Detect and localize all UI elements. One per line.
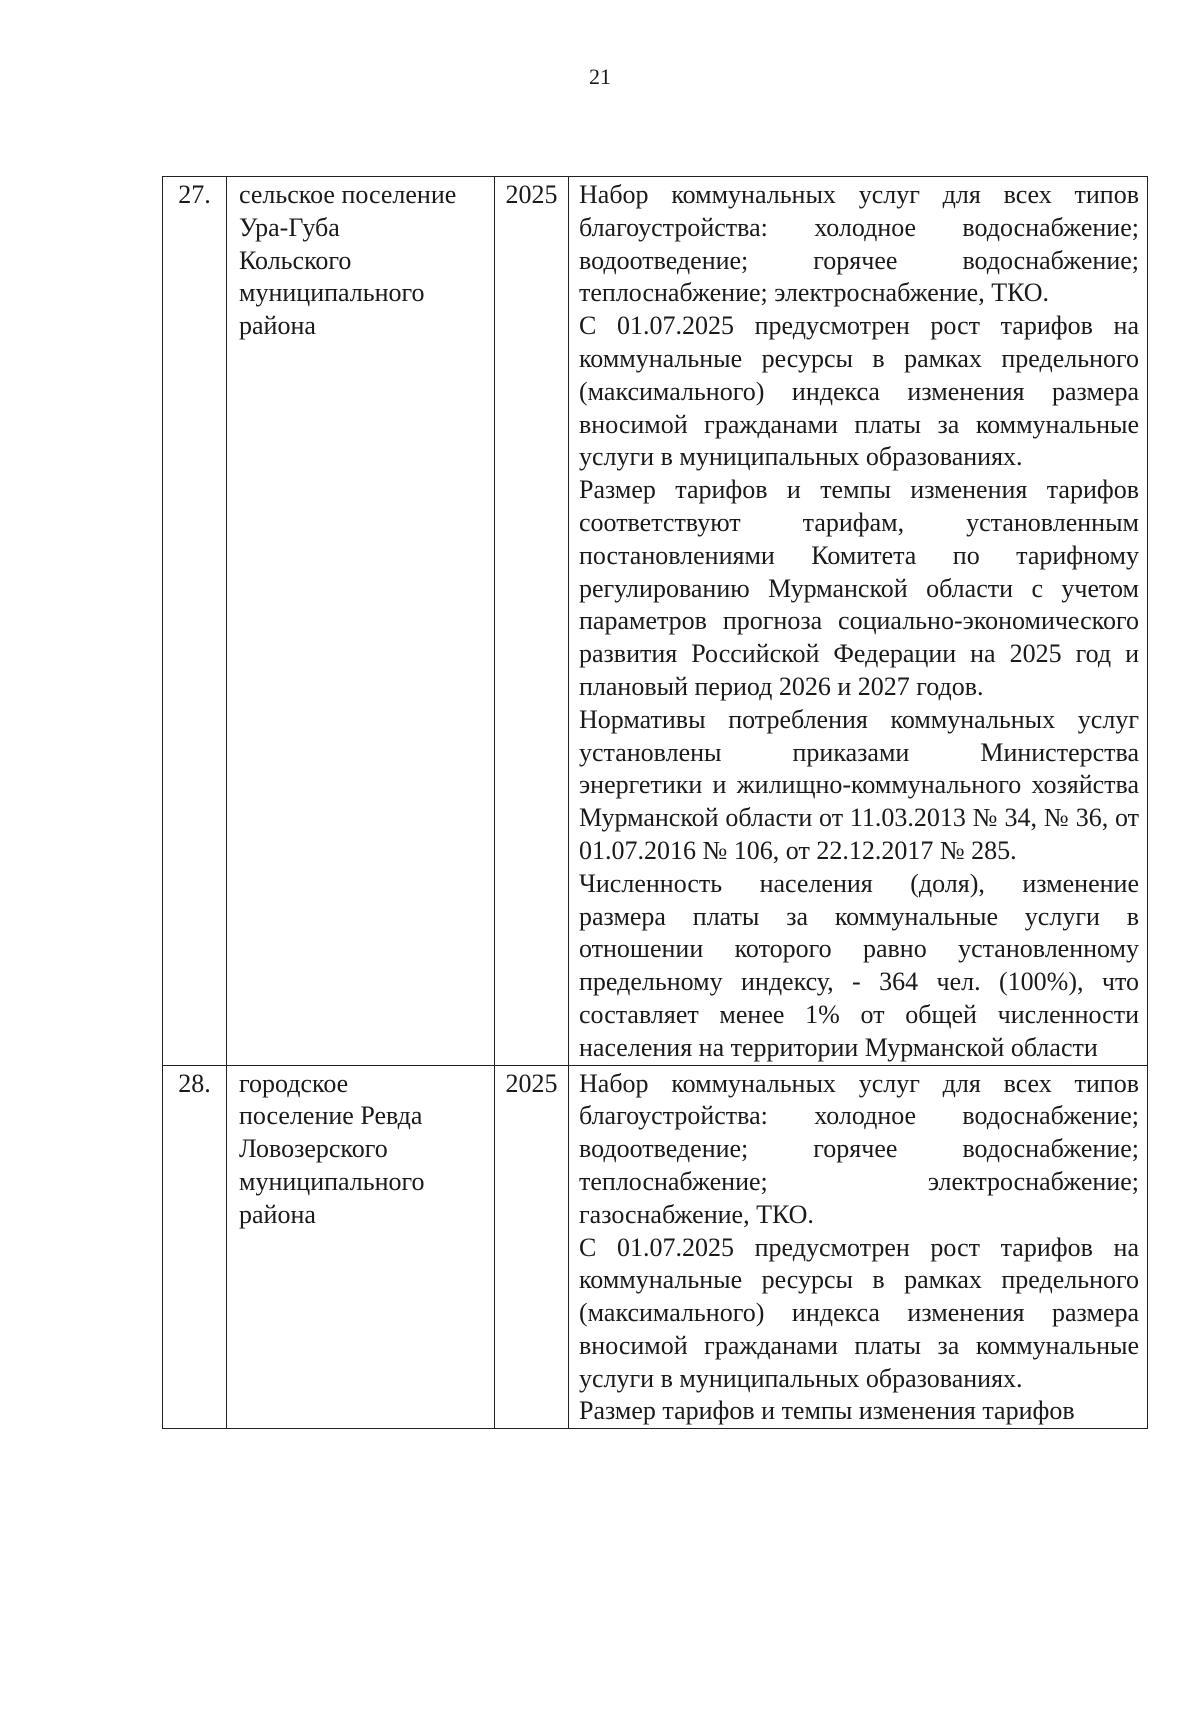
page-number: 21 — [589, 64, 611, 89]
description-paragraph: Размер тарифов и темпы изменения тарифов — [579, 1396, 1075, 1426]
municipality-name-line: района — [239, 311, 316, 341]
municipality-name-line: Ловозерского — [239, 1134, 388, 1164]
description-paragraph: Набор коммунальных услуг для всех типов благоустройства: холодное водоснабжение; водоотведение; горячее водоснабжение; теплоснабжение; электроснабжение, ТКО. — [579, 180, 1139, 308]
description-paragraph: Нормативы потребления коммунальных услуг установлены приказами Министерства энергетики и жилищно-коммунального хозяйства Мурманской области от 11.03.2013 № 34, № 36, от 01.07.2016 № 106, от 22.12.2017 № 285. — [579, 704, 1139, 865]
description-paragraph: Численность населения (доля), изменение размера платы за коммунальные услуги в отношении которого равно установленному предельному индексу, - 364 чел. (100%), что составляет менее 1% от общей численности населения на территории Мурманской области — [579, 868, 1139, 1062]
municipality-name-line: сельское поселение — [239, 180, 457, 209]
table-row — [163, 177, 1148, 1066]
year-cell: 2025 — [495, 177, 569, 1066]
row-number: 27. — [163, 177, 227, 1066]
description-paragraph: Набор коммунальных услуг для всех типов благоустройства: холодное водоснабжение; водоотведение; горячее водоснабжение; теплоснабжение; электроснабжение; газоснабжение, ТКО. — [579, 1068, 1139, 1229]
municipality-name-line: района — [239, 1199, 316, 1229]
description-cell — [569, 177, 1148, 1066]
municipality-name-line: городское — [239, 1068, 349, 1098]
year-cell: 2025 — [495, 1065, 569, 1429]
municipal-tariff-table — [162, 176, 1148, 1429]
description-cell — [569, 1065, 1148, 1429]
municipality-name-line: муниципального — [239, 1166, 425, 1196]
municipality-name-line: муниципального — [239, 278, 425, 308]
table-row — [163, 1065, 1148, 1429]
description-paragraph: С 01.07.2025 предусмотрен рост тарифов на коммунальные ресурсы в рамках предельного (максимального) индекса изменения размера вносимой гражданами платы за коммунальные услуги в муниципальных образованиях. — [579, 1232, 1139, 1393]
municipality-name-line: поселение Ревда — [239, 1101, 423, 1131]
municipality-name-line: Кольского — [239, 245, 352, 275]
municipality-name-line: Ура-Губа — [239, 212, 340, 242]
description-paragraph: Размер тарифов и темпы изменения тарифов соответствуют тарифам, установленным постановлениями Комитета по тарифному регулированию Мурманской области с учетом параметров прогноза социально-экономического развития Российской Федерации на 2025 год и плановый период 2026 и 2027 годов. — [579, 475, 1139, 701]
municipality-name — [227, 1065, 495, 1429]
row-number: 28. — [163, 1065, 227, 1429]
municipality-name — [227, 177, 495, 1066]
description-paragraph: С 01.07.2025 предусмотрен рост тарифов на коммунальные ресурсы в рамках предельного (максимального) индекса изменения размера вносимой гражданами платы за коммунальные услуги в муниципальных образованиях. — [579, 311, 1139, 472]
